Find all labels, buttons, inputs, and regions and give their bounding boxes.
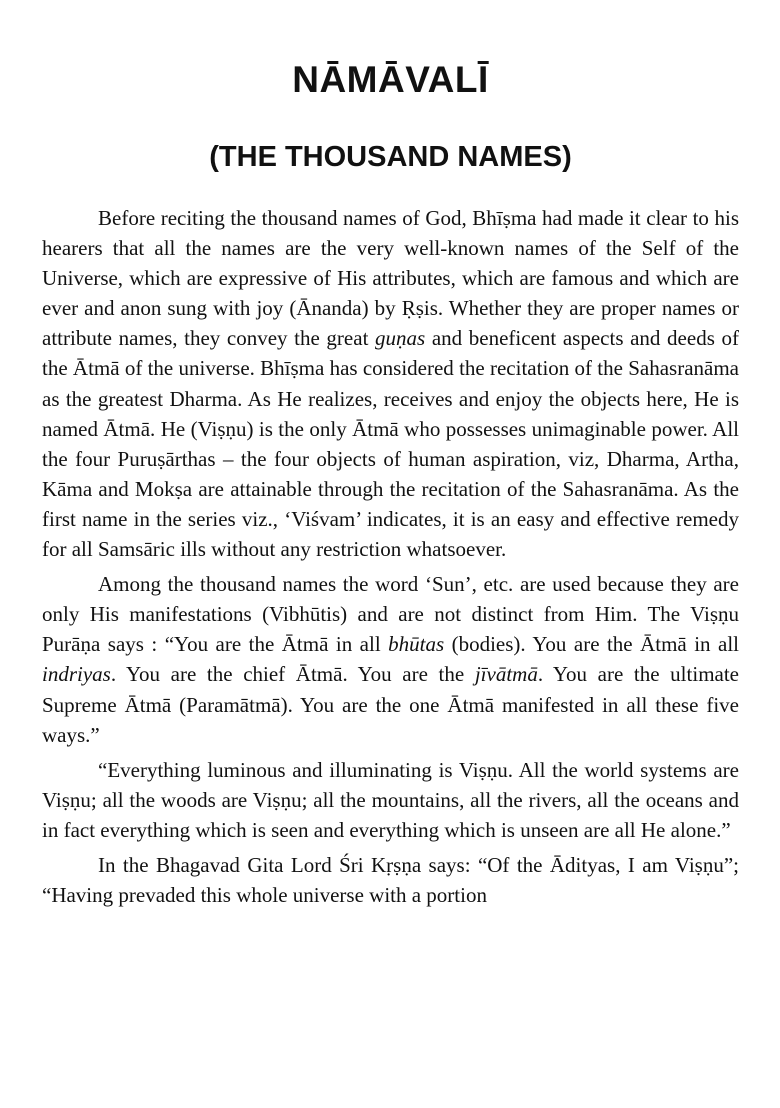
book-page <box>42 0 739 1108</box>
page-subtitle: (THE THOUSAND NAMES) <box>209 141 572 173</box>
page-title: NĀMĀVALĪ <box>292 59 489 100</box>
paragraph: In the Bhagavad Gita Lord Śri Kṛṣṇa says: “Of the Ādityas, I am Viṣṇu”; “Having prevaded this whole universe with a portion <box>42 852 739 908</box>
paragraph: “Everything luminous and illuminating is Viṣṇu. All the world systems are Viṣṇu; all the woods are Viṣṇu; all the mountains, all the rivers, all the oceans and in fact everything which is seen and everything which is unseen are all He alone.” <box>42 757 739 842</box>
paragraph: Before reciting the thousand names of God, Bhīṣma had made it clear to his hearers that all the names are the very well-known names of the Self of the Universe, which are expressive of His attributes, which are famous and which are ever and anon sung with joy (Ānanda) by Ṛṣis. Whether they are proper names or attribute names, they convey the great guṇas and beneficent aspects and deeds of the Ātmā of the universe. Bhīṣma has considered the recitation of the Sahasranāma as the greatest Dharma. As He realizes, receives and enjoy the objects here, He is named Ātmā. He (Viṣṇu) is the only Ātmā who possesses unimaginable power. All the four Puruṣārthas – the four objects of human aspiration, viz, Dharma, Artha, Kāma and Mokṣa are attainable through the recitation of the Sahasranāma. As the first name in the series viz., ‘Viśvam’ indicates, it is an easy and effective remedy for all Samsāric ills without any restriction whatsoever. <box>42 206 739 562</box>
paragraph: Among the thousand names the word ‘Sun’, etc. are used because they are only His manifestations (Vibhūtis) and are not distinct from Him. The Viṣṇu Purāṇa says : “You are the Ātmā in all bhūtas (bodies). You are the Ātmā in all indriyas. You are the chief Ātmā. You are the jīvātmā. You are the ultimate Supreme Ātmā (Paramātmā). You are the one Ātmā manifested in all these five ways.” <box>42 572 740 747</box>
body-text <box>42 203 739 910</box>
